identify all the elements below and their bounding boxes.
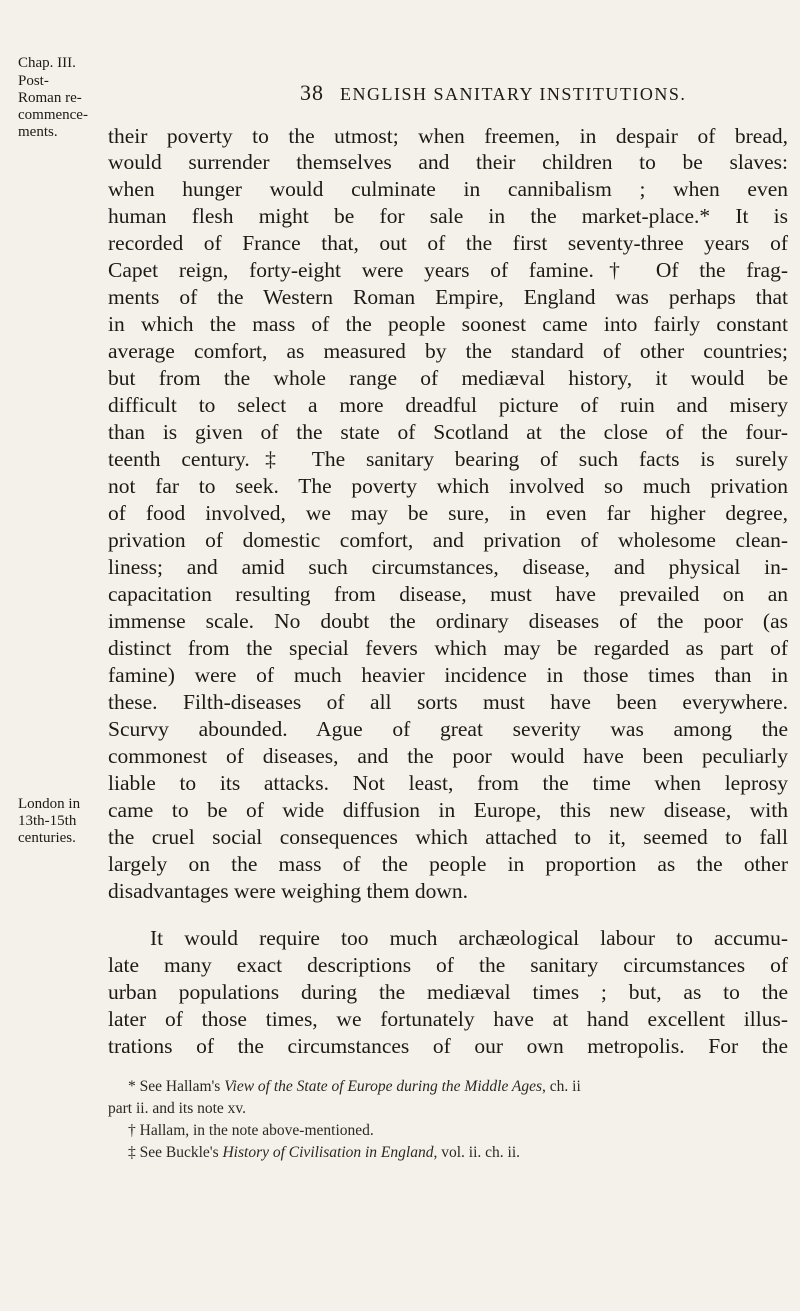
margin-note-line: commence-	[18, 107, 88, 123]
body-line: came to be of wide diffusion in Europe, this new disease, with	[108, 798, 788, 822]
margin-note-line: Post-	[18, 73, 49, 89]
body-line: disadvantages were weighing them down.	[108, 879, 469, 903]
margin-note-line: Roman re-	[18, 90, 82, 106]
margin-note-line: 13th-15th	[18, 813, 77, 829]
body-line: capacitation resulting from disease, must have prevailed on an	[108, 582, 788, 606]
body-line: recorded of France that, out of the first seventy-three years of	[108, 231, 788, 255]
body-line: teenth century.‡ The sanitary bearing of such facts is surely	[108, 447, 788, 471]
footnote-text: , vol. ii. ch. ii.	[433, 1144, 521, 1161]
body-line: but from the whole range of mediæval history, it would be	[108, 366, 788, 390]
footnote-text: * See Hallam's	[128, 1078, 225, 1095]
footnote-title: History of Civilisation in England	[222, 1144, 434, 1161]
body-line: liness; and amid such circumstances, disease, and physical in-	[108, 555, 788, 579]
running-head: ENGLISH SANITARY INSTITUTIONS.	[340, 84, 687, 104]
body-line: human flesh might be for sale in the market-place.* It is	[108, 204, 788, 228]
body-line: later of those times, we fortunately have at hand excellent illus-	[108, 1007, 788, 1031]
margin-note-line: Chap. III.	[18, 55, 76, 71]
footnote-2: † Hallam, in the note above-mentioned.	[128, 1122, 374, 1139]
footnote-1	[108, 1078, 788, 1096]
body-line: liable to its attacks. Not least, from the time when leprosy	[108, 771, 788, 795]
body-line: famine) were of much heavier incidence in those times than in	[108, 663, 788, 687]
body-line: in which the mass of the people soonest came into fairly constant	[108, 312, 788, 336]
body-line: average comfort, as measured by the standard of other countries;	[108, 339, 788, 363]
body-line: commonest of diseases, and the poor would have been peculiarly	[108, 744, 788, 768]
page-number: 38	[300, 80, 324, 105]
body-line: urban populations during the mediæval times ; but, as to the	[108, 980, 788, 1004]
body-line: Scurvy abounded. Ague of great severity was among the	[108, 717, 788, 741]
body-line: than is given of the state of Scotland at the close of the four-	[108, 420, 788, 444]
body-line: immense scale. No doubt the ordinary diseases of the poor (as	[108, 609, 788, 633]
body-line: of food involved, we may be sure, in even far higher degree,	[108, 501, 788, 525]
margin-note-line: centuries.	[18, 830, 76, 846]
body-line: privation of domestic comfort, and privation of wholesome clean-	[108, 528, 788, 552]
footnote-title: View of the State of Europe during the Middle Ages	[224, 1078, 543, 1095]
margin-note-line: ments.	[18, 124, 58, 140]
body-line: It would require too much archæological labour to accumu-	[150, 926, 788, 950]
footnote-text: , ch. ii	[542, 1078, 581, 1095]
body-line: the cruel social consequences which attached to it, seemed to fall	[108, 825, 788, 849]
body-line: their poverty to the utmost; when freemen, in despair of bread,	[108, 124, 788, 148]
body-line: late many exact descriptions of the sanitary circumstances of	[108, 953, 788, 977]
margin-note-line: London in	[18, 796, 81, 812]
footnote-3	[108, 1144, 788, 1162]
body-line: trations of the circumstances of our own metropolis. For the	[108, 1034, 788, 1058]
body-line: difficult to select a more dreadful picture of ruin and misery	[108, 393, 788, 417]
body-line: when hunger would culminate in cannibalism ; when even	[108, 177, 788, 201]
body-line: ments of the Western Roman Empire, England was perhaps that	[108, 285, 788, 309]
body-line: these. Filth-diseases of all sorts must have been everywhere.	[108, 690, 788, 714]
footnote-1-continued: part ii. and its note xv.	[108, 1100, 247, 1117]
body-line: Capet reign, forty-eight were years of famine.† Of the frag-	[108, 258, 788, 282]
body-line: distinct from the special fevers which may be regarded as part of	[108, 636, 788, 660]
footnote-text: ‡ See Buckle's	[128, 1144, 223, 1161]
body-line: largely on the mass of the people in proportion as the other	[108, 852, 788, 876]
body-line: would surrender themselves and their children to be slaves:	[108, 150, 788, 174]
body-line: not far to seek. The poverty which involved so much privation	[108, 474, 788, 498]
